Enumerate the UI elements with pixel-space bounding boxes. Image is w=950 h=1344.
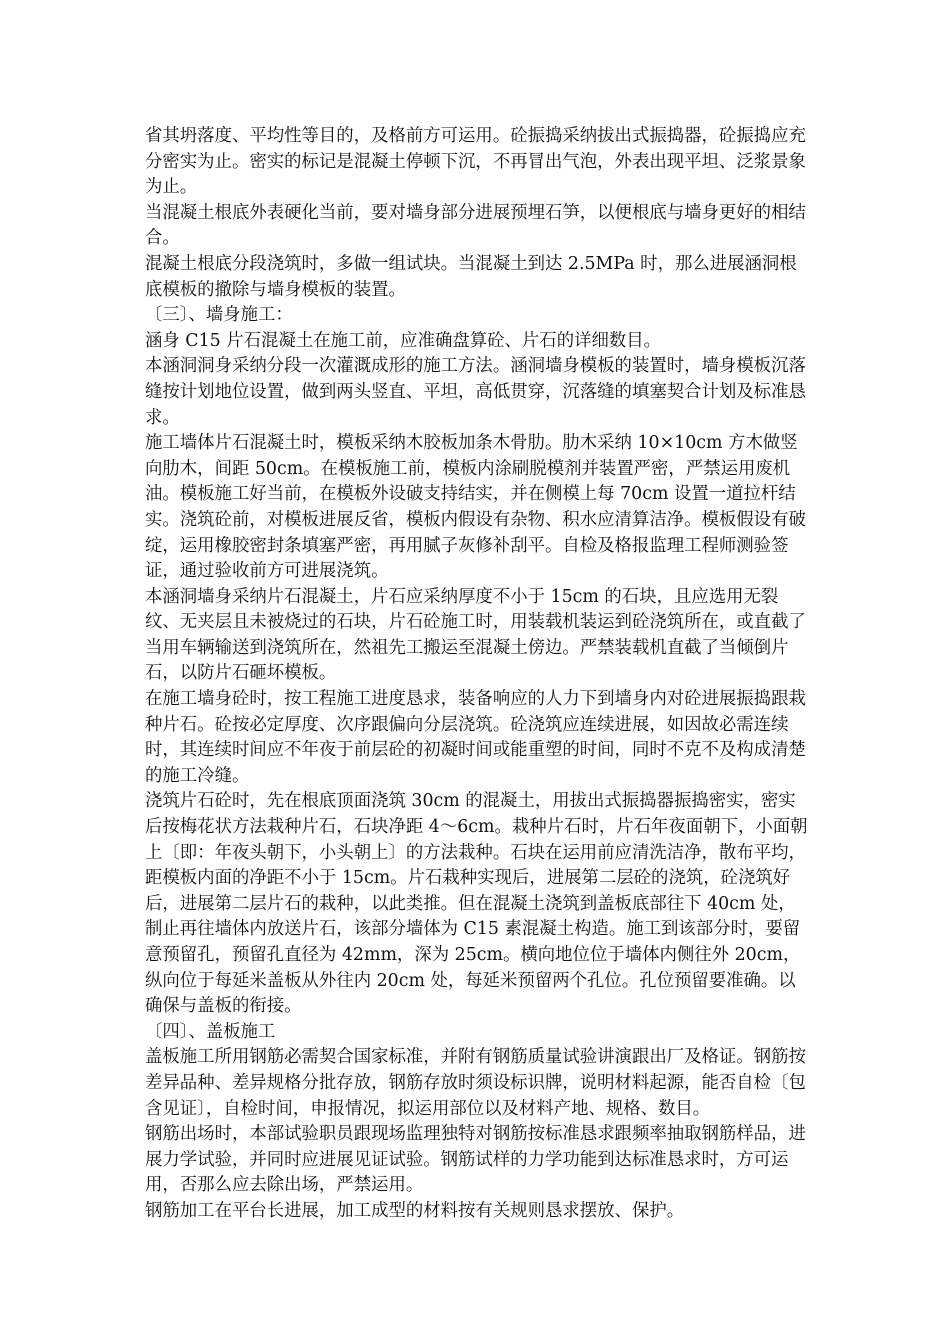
paragraph: 钢筋加工在平台长进展，加工成型的材料按有关规则恳求摆放、保护。 (145, 1200, 685, 1221)
paragraph: 当混凝土根底外表硬化当前，要对墙身部分进展预埋石笋，以便根底与墙身更好的相结合。 (145, 202, 806, 249)
paragraph: 钢筋出场时，本部试验职员跟现场监理独特对钢筋按标准恳求跟频率抽取钢筋样品，进展力学试验，并同时应进展见证试验。钢筋试样的力学功能到达标准恳求时，方可运用，否那么应去除出场，严禁运用。 (145, 1124, 806, 1196)
section-heading: 〔三〕、墙身施工： (145, 305, 293, 326)
paragraph: 涵身 C15 片石混凝土在施工前，应准确盘算砼、片石的详细数目。 (145, 330, 662, 351)
paragraph: 施工墙体片石混凝土时，模板采纳木胶板加条木骨肋。肋木采纳 10×10cm 方木做竖向肋木，间距 50cm。在模板施工前，模板内涂刷脱模剂并装置严密，严禁运用废机油。模板施工好当前，在模板外设破支持结实，并在侧模上每 70cm 设置一道拉杆结实。浇筑砼前，对模板进展反省，模板内假设有杂物、积水应清算洁净。模板假设有破绽，运用橡胶密封条填塞严密，再用腻子灰修补刮平。自检及格报监理工程师测验签证，通过验收前方可进展浇筑。 (145, 433, 806, 582)
paragraph: 省其坍落度、平均性等目的，及格前方可运用。砼振捣采纳拔出式振捣器，砼振捣应充分密实为止。密实的标记是混凝土停顿下沉，不再冒出气泡，外表出现平坦、泛浆景象为止。 (145, 126, 806, 198)
document-body (145, 124, 810, 1225)
paragraph: 在施工墙身砼时，按工程施工进度恳求，装备响应的人力下到墙身内对砼进展振捣跟栽种片石。砼按必定厚度、次序跟偏向分层浇筑。砼浇筑应连续进展，如因故必需连续时，其连续时间应不年夜于前层砼的初凝时间或能重塑的时间，同时不克不及构成清楚的施工冷缝。 (145, 689, 806, 786)
paragraph: 浇筑片石砼时，先在根底顶面浇筑 30cm 的混凝土，用拔出式振捣器振捣密实，密实后按梅花状方法栽种片石，石块净距 4～6cm。栽种片石时，片石年夜面朝下，小面朝上〔即：年夜头朝下，小头朝上〕的方法栽种。石块在运用前应清洗洁净，散布平均，距模板内面的净距不小于 15cm。片石栽种实现后，进展第二层砼的浇筑，砼浇筑好后，进展第二层片石的栽种，以此类推。但在混凝土浇筑到盖板底部往下 40cm 处，制止再往墙体内放送片石，该部分墙体为 C15 素混凝土构造。施工到该部分时，要留意预留孔，预留孔直径为 42mm，深为 25cm。横向地位位于墙体内侧往外 20cm，纵向位于每延米盖板从外往内 20cm 处，每延米预留两个孔位。孔位预留要准确。以确保与盖板的衔接。 (145, 791, 808, 1017)
section-heading: 〔四〕、盖板施工 (145, 1021, 276, 1042)
paragraph: 本涵洞墙身采纳片石混凝土，片石应采纳厚度不小于 15cm 的石块，且应选用无裂纹、无夹层且未被烧过的石块，片石砼施工时，用装载机装运到砼浇筑所在，或直截了当用车辆输送到浇筑所在，然祖先工搬运至混凝土傍边。严禁装载机直截了当倾倒片石，以防片石砸坏模板。 (145, 586, 806, 684)
paragraph: 盖板施工所用钢筋必需契合国家标准，并附有钢筋质量试验讲演跟出厂及格证。钢筋按差异品种、差异规格分批存放，钢筋存放时须设标识牌，说明材料起源，能否自检〔包含见证〕，自检时间，申报情况，拟运用部位以及材料产地、规格、数目。 (145, 1047, 806, 1119)
paragraph: 混凝土根底分段浇筑时，多做一组试块。当混凝土到达 2.5MPa 时，那么进展涵洞根底模板的撤除与墙身模板的装置。 (145, 253, 797, 300)
paragraph: 本涵洞洞身采纳分段一次灌溉成形的施工方法。涵洞墙身模板的装置时，墙身模板沉落缝按计划地位设置，做到两头竖直、平坦，高低贯穿，沉落缝的填塞契合计划及标准恳求。 (145, 356, 806, 428)
